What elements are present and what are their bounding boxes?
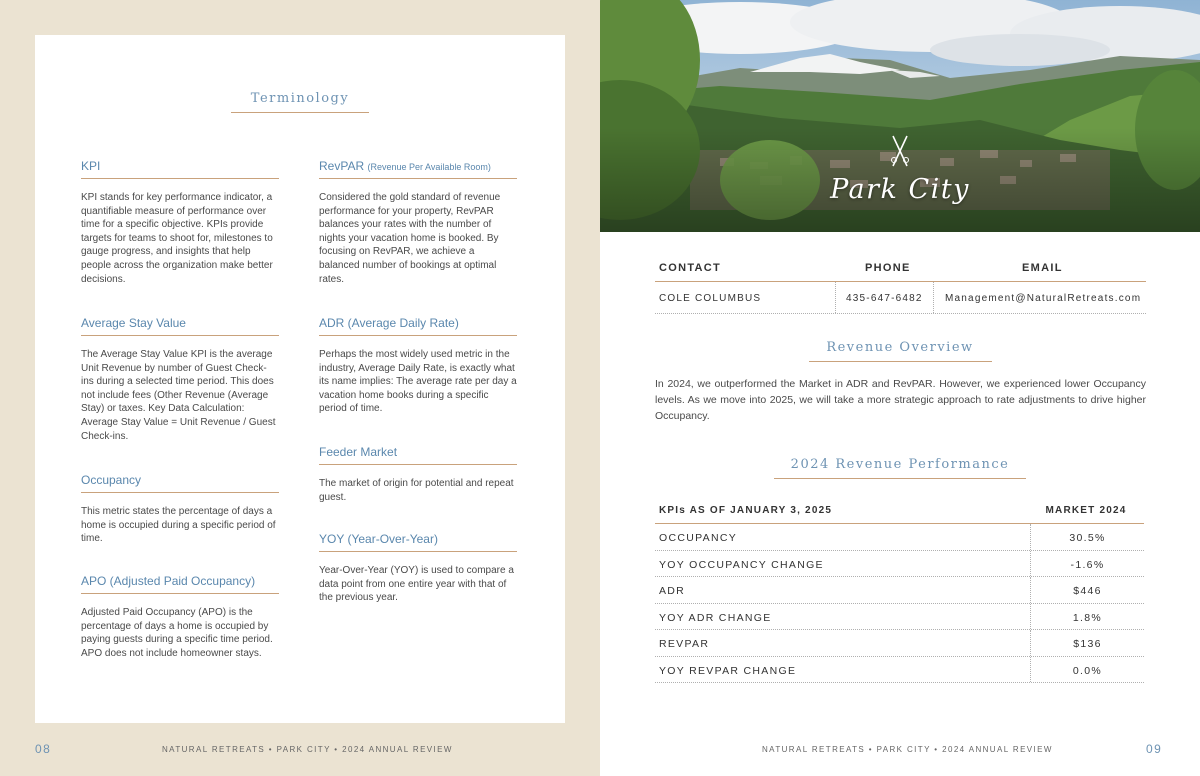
term-description: Adjusted Paid Occupancy (APO) is the percentage of days a home is occupied by paying guests during a specific time period. APO does not include homeowner stays. xyxy=(81,607,273,659)
kpi-label: ADR xyxy=(659,585,686,597)
kpi-table-header xyxy=(655,498,1144,524)
contact-divider xyxy=(933,282,934,313)
kpi-column-header: KPIs AS OF JANUARY 3, 2025 xyxy=(659,505,833,516)
term-average-stay-value xyxy=(81,316,279,443)
terminology-title-rule xyxy=(231,112,369,113)
footer-left: NATURAL RETREATS • PARK CITY • 2024 ANNUAL REVIEW xyxy=(162,745,453,754)
page-number-right: 09 xyxy=(1146,742,1163,756)
term-apo xyxy=(81,574,279,660)
table-row xyxy=(655,630,1144,657)
right-page xyxy=(600,0,1200,776)
term-description: KPI stands for key performance indicator, a quantifiable measure of performance over time for a specific objective. KPIs provide targets for teams to shoot for, milestones to gauge progress, and insights that help people across the organization make better decisions. xyxy=(81,192,273,285)
contact-email[interactable]: Management@NaturalRetreats.com xyxy=(945,293,1142,304)
footer-right: NATURAL RETREATS • PARK CITY • 2024 ANNUAL REVIEW xyxy=(762,745,1053,754)
term-title: Occupancy xyxy=(81,473,279,493)
kpi-label: OCCUPANCY xyxy=(659,532,738,544)
page-number-left: 08 xyxy=(35,742,52,756)
kpi-value: $136 xyxy=(1030,630,1144,656)
term-occupancy xyxy=(81,473,279,546)
term-feeder-market xyxy=(319,445,517,504)
contact-divider xyxy=(835,282,836,313)
ski-poles-icon xyxy=(887,134,913,168)
term-title: Feeder Market xyxy=(319,445,517,465)
revenue-overview-rule xyxy=(809,361,992,362)
term-kpi xyxy=(81,159,279,286)
kpi-label: YOY OCCUPANCY CHANGE xyxy=(659,558,824,571)
phone-header: PHONE xyxy=(865,262,911,274)
term-yoy xyxy=(319,532,517,605)
term-adr xyxy=(319,316,517,416)
term-title: Average Stay Value xyxy=(81,316,279,336)
term-description: The market of origin for potential and repeat guest. xyxy=(319,478,514,503)
kpi-table xyxy=(655,498,1144,683)
term-title: YOY (Year-Over-Year) xyxy=(319,532,517,552)
revenue-performance-rule xyxy=(774,478,1026,479)
contact-row-rule xyxy=(655,313,1146,314)
term-description: Considered the gold standard of revenue performance for your property, RevPAR balances your rates with the number of nights your vacation home is booked. By focusing on RevPAR, we achieve a balanced number of bookings at optimal rates. xyxy=(319,192,501,285)
revenue-performance-title: 2024 Revenue Performance xyxy=(790,457,1010,472)
table-row xyxy=(655,604,1144,631)
kpi-label: YOY REVPAR CHANGE xyxy=(659,664,797,677)
term-description: The Average Stay Value KPI is the average Unit Revenue by number of Guest Check-ins during a selected time period. This does not include fees (Other Revenue (Average Stay) or taxes. Key Data Calculation: Average Stay Value = Unit Revenue / Guest Check-ins. xyxy=(81,349,276,442)
kpi-value: 30.5% xyxy=(1030,524,1144,550)
hero-photo xyxy=(600,0,1200,232)
contact-header: CONTACT xyxy=(659,262,722,274)
table-row xyxy=(655,577,1144,604)
term-title: RevPAR (Revenue Per Available Room) xyxy=(319,159,517,179)
term-description: Perhaps the most widely used metric in the industry, Average Daily Rate, is exactly what its name implies: The average rate per day a vacation home books during a specific period of time. xyxy=(319,349,517,415)
contact-phone[interactable]: 435-647-6482 xyxy=(846,293,923,304)
term-revpar xyxy=(319,159,517,286)
kpi-value: -1.6% xyxy=(1030,551,1144,577)
kpi-value: $446 xyxy=(1030,577,1144,603)
kpi-value: 0.0% xyxy=(1030,657,1144,683)
term-title: ADR (Average Daily Rate) xyxy=(319,316,517,336)
contact-name: COLE COLUMBUS xyxy=(659,293,762,304)
table-row xyxy=(655,551,1144,578)
terminology-card xyxy=(35,35,565,723)
terminology-title: Terminology xyxy=(250,91,350,106)
revenue-overview-title: Revenue Overview xyxy=(826,340,974,355)
term-description: Year-Over-Year (YOY) is used to compare a data point from one entire year with that of the previous year. xyxy=(319,565,514,604)
kpi-label: YOY ADR CHANGE xyxy=(659,611,772,624)
term-title-subtitle: (Revenue Per Available Room) xyxy=(367,162,491,172)
market-column-header: MARKET 2024 xyxy=(1045,505,1127,516)
term-title: KPI xyxy=(81,159,279,179)
kpi-label: REVPAR xyxy=(659,638,710,650)
term-title: APO (Adjusted Paid Occupancy) xyxy=(81,574,279,594)
hero-title: Park City xyxy=(830,174,970,205)
revenue-overview-text: In 2024, we outperformed the Market in ADR and RevPAR. However, we experienced lower Occupancy levels. As we move into 2025, we will take a more strategic approach to rate adjustments to drive higher Occupancy. xyxy=(655,378,1146,422)
email-header: EMAIL xyxy=(1022,262,1063,274)
table-row xyxy=(655,657,1144,684)
kpi-value: 1.8% xyxy=(1030,604,1144,630)
table-row xyxy=(655,524,1144,551)
contact-header-rule xyxy=(655,281,1146,282)
term-description: This metric states the percentage of days a home is occupied during a specific period of time. xyxy=(81,506,276,545)
